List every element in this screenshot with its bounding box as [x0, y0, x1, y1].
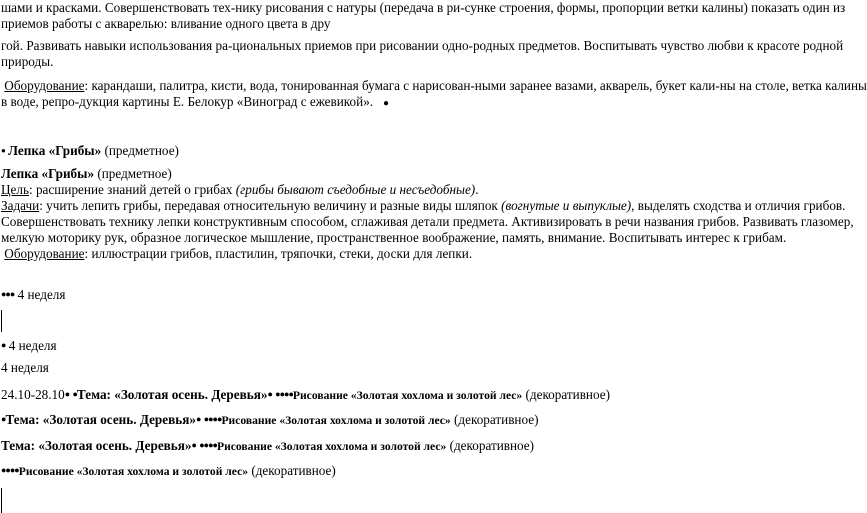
date-range: 24.10-28.10 — [1, 387, 65, 402]
week-line — [1, 286, 65, 303]
vertical-rule — [1, 310, 2, 332]
equipment-label: Оборудование — [4, 78, 85, 93]
equipment-line — [1, 78, 867, 94]
drawing-title: Рисование «Золотая хохлома и золотой лес» — [221, 414, 451, 427]
lesson-heading — [1, 166, 172, 182]
equipment-text: : карандаши, палитра, кисти, вода, тонированная бумага с нарисован-ными заранее вазами, акварель, букет кали-ны на столе, ветка калины — [84, 78, 867, 93]
drawing-type: (декоративное) — [446, 438, 535, 453]
bullet: ● — [1, 146, 5, 155]
bullet-group: ●●●● — [199, 440, 217, 450]
week-line — [1, 360, 49, 376]
bullet: ● — [195, 414, 201, 424]
drawing-type: (декоративное) — [522, 387, 610, 402]
theme-line — [1, 411, 539, 429]
tasks-line: Совершенствовать технику лепки конструктивным способом, сглаживая детали предмета. Активизировать в речи названия грибов. Развивать глазомер, — [1, 214, 854, 229]
bullet-group: ●●● — [1, 289, 15, 299]
equipment-line — [1, 246, 472, 262]
goal-end: . — [475, 182, 479, 197]
theme-title: Тема: «Золотая осень. Деревья» — [76, 387, 268, 402]
week-text: 4 неделя — [14, 287, 66, 302]
bullet: ● — [267, 389, 272, 399]
goal-line — [1, 182, 479, 198]
week-text: 4 неделя — [1, 360, 49, 375]
vertical-rule — [1, 488, 2, 513]
goal-text: : расширение знаний детей о грибах — [28, 182, 236, 197]
tasks-text: : учить лепить грибы, передавая относительную величину и разные виды шляпок — [39, 198, 502, 213]
drawing-title: Рисование «Золотая хохлома и золотой лес» — [292, 389, 523, 402]
goal-label: Цель — [1, 182, 29, 197]
tasks-line: мелкую моторику рук, образное логическое мышление, пространственное воображение, память, внимание. Воспитывать интерес к грибам. — [1, 230, 787, 245]
drawing-type: (декоративное) — [450, 412, 539, 427]
tasks-end: , выделять сходства и отличия грибов. — [631, 198, 846, 213]
bullet: ● — [1, 414, 6, 424]
lesson-type: (предметное) — [101, 143, 179, 158]
paragraph-line: природы. — [1, 54, 54, 69]
bullet-group: ●●●● — [275, 389, 293, 399]
week-line — [1, 337, 57, 354]
equipment-text: в воде, репро-дукция картины Е. Белокур «Виноград с ежевикой». — [1, 94, 374, 109]
equipment-line — [1, 94, 389, 112]
paragraph-line: шами и красками. Совершенствовать тех-нику рисования с натуры (передача в ри-сунке строения, формы, пропорции ветки калины) показать один из — [1, 0, 846, 15]
tasks-line — [1, 198, 845, 214]
lesson-title: Лепка «Грибы» — [1, 166, 95, 181]
tasks-label: Задачи — [1, 198, 40, 213]
paragraph-line: приемов работы с акварелью: вливание одного цвета в дру — [1, 16, 331, 31]
drawing-title: Рисование «Золотая хохлома и золотой лес» — [217, 440, 447, 453]
bullet-group: ●●●● — [203, 414, 222, 424]
tasks-italic: (вогнутые и выпуклые) — [501, 198, 632, 213]
equipment-label: Оборудование — [4, 246, 85, 261]
bullet: ● — [1, 340, 6, 350]
lesson-type: (предметное) — [94, 166, 172, 181]
theme-line — [1, 462, 336, 480]
drawing-title: Рисование «Золотая хохлома и золотой лес» — [18, 465, 249, 478]
theme-line — [1, 386, 610, 404]
drawing-type: (декоративное) — [248, 463, 336, 478]
theme-title: Тема: «Золотая осень. Деревья» — [1, 438, 192, 453]
lesson-title: Лепка «Грибы» — [8, 143, 102, 158]
week-text: 4 неделя — [5, 338, 57, 353]
goal-italic: (грибы бывают съедобные и несъедобные) — [235, 182, 476, 197]
bullet-group: ●●●● — [1, 465, 19, 475]
equipment-text: : иллюстрации грибов, пластилин, тряпочки, стеки, доски для лепки. — [84, 246, 473, 261]
theme-line — [1, 437, 534, 455]
bullet: ● — [191, 440, 196, 450]
bullet: ● — [72, 389, 77, 399]
lesson-heading — [1, 143, 179, 159]
paragraph-line: гой. Развивать навыки использования ра-циональных приемов при рисовании одно-родных предметов. Воспитывать чувство любви к красоте родной — [1, 38, 844, 53]
bullet: ● — [382, 98, 390, 109]
bullet: ● — [64, 389, 70, 399]
theme-title: Тема: «Золотая осень. Деревья» — [5, 412, 196, 427]
